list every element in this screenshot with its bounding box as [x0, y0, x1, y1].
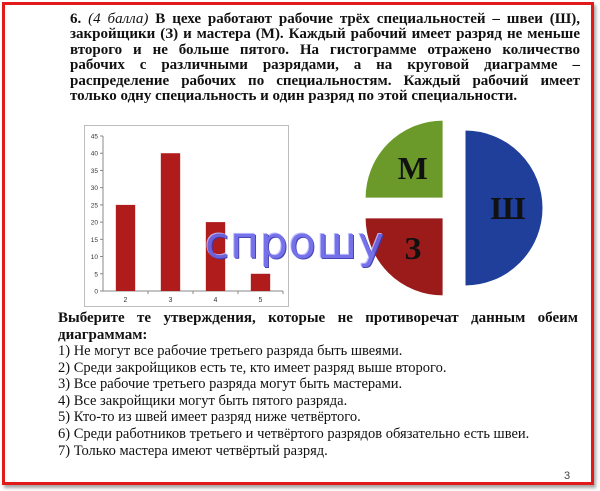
y-tick-label: 30	[90, 185, 98, 193]
y-tick-label: 25	[90, 202, 98, 210]
pie-chart-svg	[345, 118, 545, 298]
y-tick-label: 5	[94, 271, 98, 279]
option-item: 4) Все закройщики могут быть пятого разряда.	[58, 392, 348, 409]
bar	[251, 274, 270, 291]
watermark-text: спрошу	[205, 218, 386, 269]
bar	[116, 205, 135, 291]
option-item: 1) Не могут все рабочие третьего разряда быть швеями.	[58, 343, 403, 359]
y-tick-label: 20	[90, 219, 98, 227]
question-head: Выберите те утверждения, которые не противоречат данным обеим диаграммам:	[58, 310, 578, 343]
pie-slice-label: Ш	[490, 190, 526, 226]
question-block	[58, 310, 578, 459]
option-item: 5) Кто-то из швей имеет разряд ниже четвёртого.	[58, 409, 361, 426]
option-item: 7) Только мастера имеют четвёртый разряд.	[58, 442, 328, 459]
option-item: 3) Все рабочие третьего разряда могут быть мастерами.	[58, 376, 403, 393]
y-tick-label: 15	[90, 236, 98, 244]
y-tick-label: 0	[94, 288, 98, 296]
task-statement	[70, 12, 580, 104]
pie-slice-label: М	[397, 149, 428, 186]
pie-chart	[345, 118, 545, 298]
option-item: 2) Среди закройщиков есть те, кто имеет разряд выше второго.	[58, 359, 447, 376]
options-list	[58, 343, 578, 459]
task-number: 6.	[70, 11, 82, 27]
page-number: 3	[564, 470, 571, 482]
y-tick-label: 45	[90, 133, 98, 141]
x-tick-label: 4	[213, 297, 218, 304]
x-tick-label: 2	[123, 297, 128, 304]
x-tick-label: 3	[168, 297, 173, 304]
y-tick-label: 40	[90, 150, 98, 158]
bar-chart	[84, 125, 289, 307]
y-tick-label: 10	[90, 254, 98, 262]
option-item: 6) Среди работников третьего и четвёртого разрядов обязательно есть швеи.	[58, 425, 530, 442]
x-tick-label: 5	[258, 297, 263, 304]
y-tick-label: 35	[90, 167, 98, 175]
task-points: (4 балла)	[88, 11, 149, 27]
bar-chart-svg	[85, 126, 288, 306]
task-text: В цехе работают рабочие трёх специальностей – швеи (Ш), закройщики (З) и мастера (М). Каждый рабочий имеет разряд не меньше второго и не больше пятого. На гистограмме отражено количество рабочих с различными разрядами, а на круговой диаграмме – распределение рабочих по специальностям. Каждый рабочий имеет только одну специальность и один разряд по этой специальности.	[70, 11, 580, 105]
bar	[161, 153, 180, 291]
pie-slice-label: З	[404, 230, 422, 267]
